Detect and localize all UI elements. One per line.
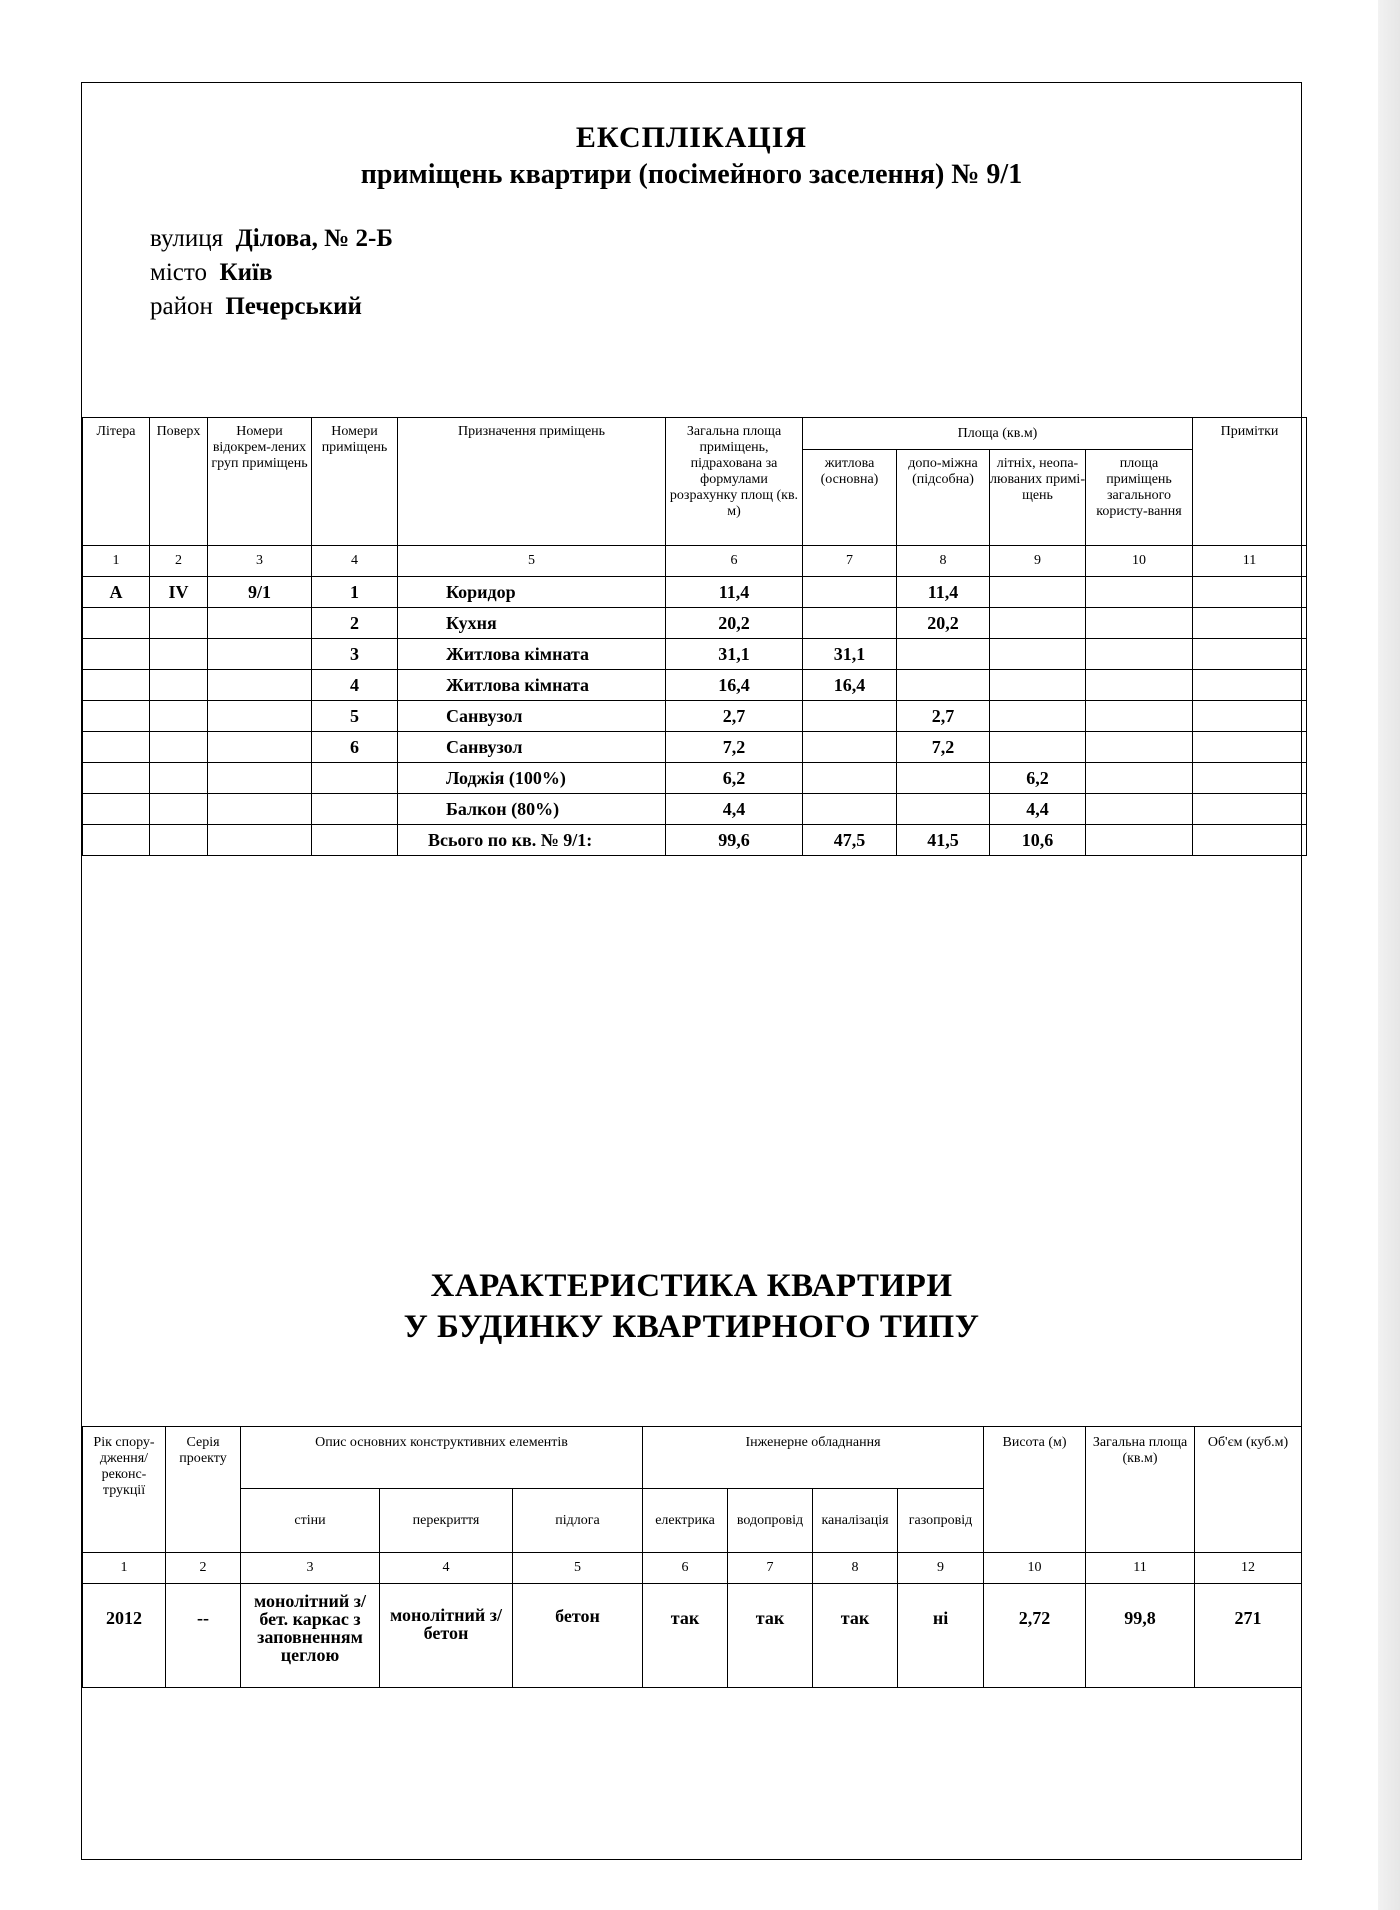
cell-electric: так xyxy=(643,1584,728,1688)
header-water: водопровід xyxy=(728,1489,813,1553)
cell-common xyxy=(1086,763,1193,794)
col-num: 6 xyxy=(666,546,803,577)
col-num: 8 xyxy=(897,546,990,577)
cell-living: 16,4 xyxy=(803,670,897,701)
cell-common xyxy=(1086,732,1193,763)
col-num: 1 xyxy=(83,546,150,577)
col-num: 4 xyxy=(312,546,398,577)
cell-aux xyxy=(897,763,990,794)
cell-volume: 271 xyxy=(1195,1584,1302,1688)
total-row xyxy=(83,825,1307,856)
header-litera: Літера xyxy=(83,418,150,546)
header-total-area: Загальна площа приміщень, підрахована за формулами розрахунку площ (кв. м) xyxy=(666,418,803,546)
col-num: 8 xyxy=(813,1553,898,1584)
cell-summer: 6,2 xyxy=(990,763,1086,794)
cell-gas: ні xyxy=(898,1584,984,1688)
col-num: 10 xyxy=(1086,546,1193,577)
cell-common xyxy=(1086,701,1193,732)
cell-purpose: Кухня xyxy=(398,608,666,639)
cell-summer xyxy=(990,577,1086,608)
cell-purpose: Житлова кімната xyxy=(398,670,666,701)
cell-notes xyxy=(1193,794,1307,825)
cell-summer: 4,4 xyxy=(990,794,1086,825)
cell-living xyxy=(803,608,897,639)
cell-water: так xyxy=(728,1584,813,1688)
header-floor: Поверх xyxy=(150,418,208,546)
cell-room xyxy=(312,763,398,794)
cell-empty xyxy=(150,825,208,856)
col-num: 4 xyxy=(380,1553,513,1584)
cell-aux xyxy=(897,639,990,670)
header-floor: підлога xyxy=(513,1489,643,1553)
address-street: вулиця Ділова, № 2-Б xyxy=(150,225,393,252)
col-num: 9 xyxy=(990,546,1086,577)
col-num: 10 xyxy=(984,1553,1086,1584)
column-numbers-row xyxy=(83,1553,1302,1584)
col-num: 3 xyxy=(208,546,312,577)
page-edge xyxy=(1378,0,1400,1910)
cell-room: 2 xyxy=(312,608,398,639)
cell-summer xyxy=(990,608,1086,639)
header-purpose: Призначення приміщень xyxy=(398,418,666,546)
header-auxiliary: допо-міжна (підсобна) xyxy=(897,450,990,546)
header-area: Загальна площа (кв.м) xyxy=(1086,1427,1195,1553)
cell-empty xyxy=(312,825,398,856)
cell-group xyxy=(208,639,312,670)
cell-floor xyxy=(150,732,208,763)
header-engineering: Інженерне обладнання xyxy=(643,1427,984,1489)
cell-year: 2012 xyxy=(83,1584,166,1688)
cell-floor xyxy=(150,701,208,732)
header-common: площа приміщень загального користу-вання xyxy=(1086,450,1193,546)
cell-summer xyxy=(990,732,1086,763)
cell-litera xyxy=(83,732,150,763)
col-num: 2 xyxy=(166,1553,241,1584)
address-city: місто Київ xyxy=(150,259,273,286)
address-district: район Печерський xyxy=(150,293,362,320)
cell-notes xyxy=(1193,763,1307,794)
col-num: 7 xyxy=(803,546,897,577)
cell-litera xyxy=(83,794,150,825)
column-numbers-row xyxy=(83,546,1307,577)
cell-height: 2,72 xyxy=(984,1584,1086,1688)
cell-empty xyxy=(208,825,312,856)
header-ceiling: перекриття xyxy=(380,1489,513,1553)
header-year: Рік спору-дження/ реконс-трукції xyxy=(83,1427,166,1553)
cell-common xyxy=(1086,577,1193,608)
cell-litera xyxy=(83,608,150,639)
table-row xyxy=(83,670,1307,701)
cell-room: 1 xyxy=(312,577,398,608)
cell-group xyxy=(208,701,312,732)
header-height: Висота (м) xyxy=(984,1427,1086,1553)
table-row xyxy=(83,732,1307,763)
cell-common xyxy=(1086,670,1193,701)
characteristics-table xyxy=(82,1426,1302,1688)
cell-purpose: Лоджія (100%) xyxy=(398,763,666,794)
col-num: 3 xyxy=(241,1553,380,1584)
cell-total: 2,7 xyxy=(666,701,803,732)
col-num: 12 xyxy=(1195,1553,1302,1584)
cell-living xyxy=(803,701,897,732)
cell-notes xyxy=(1193,732,1307,763)
header-rooms: Номери приміщень xyxy=(312,418,398,546)
header-groups: Номери відокрем-лених груп приміщень xyxy=(208,418,312,546)
table-row xyxy=(83,763,1307,794)
cell-aux xyxy=(897,794,990,825)
table-row xyxy=(83,1584,1302,1688)
header-summer: літніх, неопа-люваних примі-щень xyxy=(990,450,1086,546)
explication-title: ЕКСПЛІКАЦІЯ xyxy=(575,121,808,154)
cell-notes xyxy=(1193,701,1307,732)
cell-total: 7,2 xyxy=(666,732,803,763)
cell-purpose: Санвузол xyxy=(398,701,666,732)
cell-litera xyxy=(83,763,150,794)
header-gas: газопровід xyxy=(898,1489,984,1553)
total-summer: 10,6 xyxy=(990,825,1086,856)
cell-summer xyxy=(990,639,1086,670)
cell-summer xyxy=(990,670,1086,701)
col-num: 1 xyxy=(83,1553,166,1584)
cell-common xyxy=(1086,794,1193,825)
header-series: Серія проекту xyxy=(166,1427,241,1553)
cell-living xyxy=(803,732,897,763)
cell-total: 31,1 xyxy=(666,639,803,670)
cell-group xyxy=(208,670,312,701)
cell-total: 6,2 xyxy=(666,763,803,794)
cell-aux: 2,7 xyxy=(897,701,990,732)
cell-total: 16,4 xyxy=(666,670,803,701)
col-num: 11 xyxy=(1193,546,1307,577)
col-num: 6 xyxy=(643,1553,728,1584)
cell-aux: 7,2 xyxy=(897,732,990,763)
header-sewer: каналізація xyxy=(813,1489,898,1553)
header-construction: Опис основних конструктивних елементів xyxy=(241,1427,643,1489)
cell-notes xyxy=(1193,608,1307,639)
cell-floor: бетон xyxy=(513,1584,643,1688)
document-frame xyxy=(81,82,1302,1860)
cell-notes xyxy=(1193,577,1307,608)
cell-litera xyxy=(83,639,150,670)
cell-area: 99,8 xyxy=(1086,1584,1195,1688)
cell-floor xyxy=(150,763,208,794)
characteristics-title-2: У БУДИНКУ КВАРТИРНОГО ТИПУ xyxy=(403,1309,980,1345)
cell-common xyxy=(1086,639,1193,670)
col-num: 5 xyxy=(398,546,666,577)
cell-purpose: Санвузол xyxy=(398,732,666,763)
cell-group xyxy=(208,763,312,794)
explication-table xyxy=(82,417,1307,856)
cell-litera xyxy=(83,670,150,701)
cell-purpose: Коридор xyxy=(398,577,666,608)
table-row xyxy=(83,577,1307,608)
table-row xyxy=(83,608,1307,639)
cell-floor xyxy=(150,670,208,701)
cell-empty xyxy=(83,825,150,856)
cell-group xyxy=(208,732,312,763)
header-area-group: Площа (кв.м) xyxy=(803,418,1193,450)
header-walls: стіни xyxy=(241,1489,380,1553)
cell-purpose: Житлова кімната xyxy=(398,639,666,670)
cell-summer xyxy=(990,701,1086,732)
cell-notes xyxy=(1193,639,1307,670)
header-living: житлова (основна) xyxy=(803,450,897,546)
cell-total: 20,2 xyxy=(666,608,803,639)
characteristics-title-1: ХАРАКТЕРИСТИКА КВАРТИРИ xyxy=(430,1268,953,1304)
cell-living xyxy=(803,577,897,608)
col-num: 9 xyxy=(898,1553,984,1584)
cell-group xyxy=(208,794,312,825)
cell-notes xyxy=(1193,670,1307,701)
cell-total: 4,4 xyxy=(666,794,803,825)
cell-sewer: так xyxy=(813,1584,898,1688)
cell-total: 11,4 xyxy=(666,577,803,608)
cell-aux xyxy=(897,670,990,701)
cell-floor xyxy=(150,794,208,825)
cell-floor xyxy=(150,608,208,639)
cell-litera xyxy=(83,701,150,732)
col-num: 11 xyxy=(1086,1553,1195,1584)
explication-subtitle: приміщень квартири (посімейного заселення) № 9/1 xyxy=(360,159,1023,190)
total-area: 99,6 xyxy=(666,825,803,856)
cell-floor xyxy=(150,639,208,670)
total-living: 47,5 xyxy=(803,825,897,856)
cell-living xyxy=(803,763,897,794)
cell-aux: 20,2 xyxy=(897,608,990,639)
cell-empty xyxy=(1193,825,1307,856)
cell-walls: монолітний з/бет. каркас з заповненням цеглою xyxy=(241,1584,380,1688)
cell-group xyxy=(208,608,312,639)
col-num: 2 xyxy=(150,546,208,577)
table-row xyxy=(83,639,1307,670)
cell-floor: IV xyxy=(150,577,208,608)
cell-common xyxy=(1086,608,1193,639)
cell-series: -- xyxy=(166,1584,241,1688)
header-notes: Примітки xyxy=(1193,418,1307,546)
cell-room: 4 xyxy=(312,670,398,701)
cell-aux: 11,4 xyxy=(897,577,990,608)
cell-purpose: Балкон (80%) xyxy=(398,794,666,825)
cell-room: 3 xyxy=(312,639,398,670)
table-row xyxy=(83,701,1307,732)
cell-room xyxy=(312,794,398,825)
col-num: 7 xyxy=(728,1553,813,1584)
cell-room: 6 xyxy=(312,732,398,763)
cell-living: 31,1 xyxy=(803,639,897,670)
total-aux: 41,5 xyxy=(897,825,990,856)
cell-litera: А xyxy=(83,577,150,608)
cell-group: 9/1 xyxy=(208,577,312,608)
col-num: 5 xyxy=(513,1553,643,1584)
cell-living xyxy=(803,794,897,825)
cell-room: 5 xyxy=(312,701,398,732)
cell-empty xyxy=(1086,825,1193,856)
total-label: Всього по кв. № 9/1: xyxy=(398,825,666,856)
header-volume: Об'єм (куб.м) xyxy=(1195,1427,1302,1553)
table-row xyxy=(83,794,1307,825)
header-electric: електрика xyxy=(643,1489,728,1553)
cell-ceiling: монолітний з/бетон xyxy=(380,1584,513,1688)
